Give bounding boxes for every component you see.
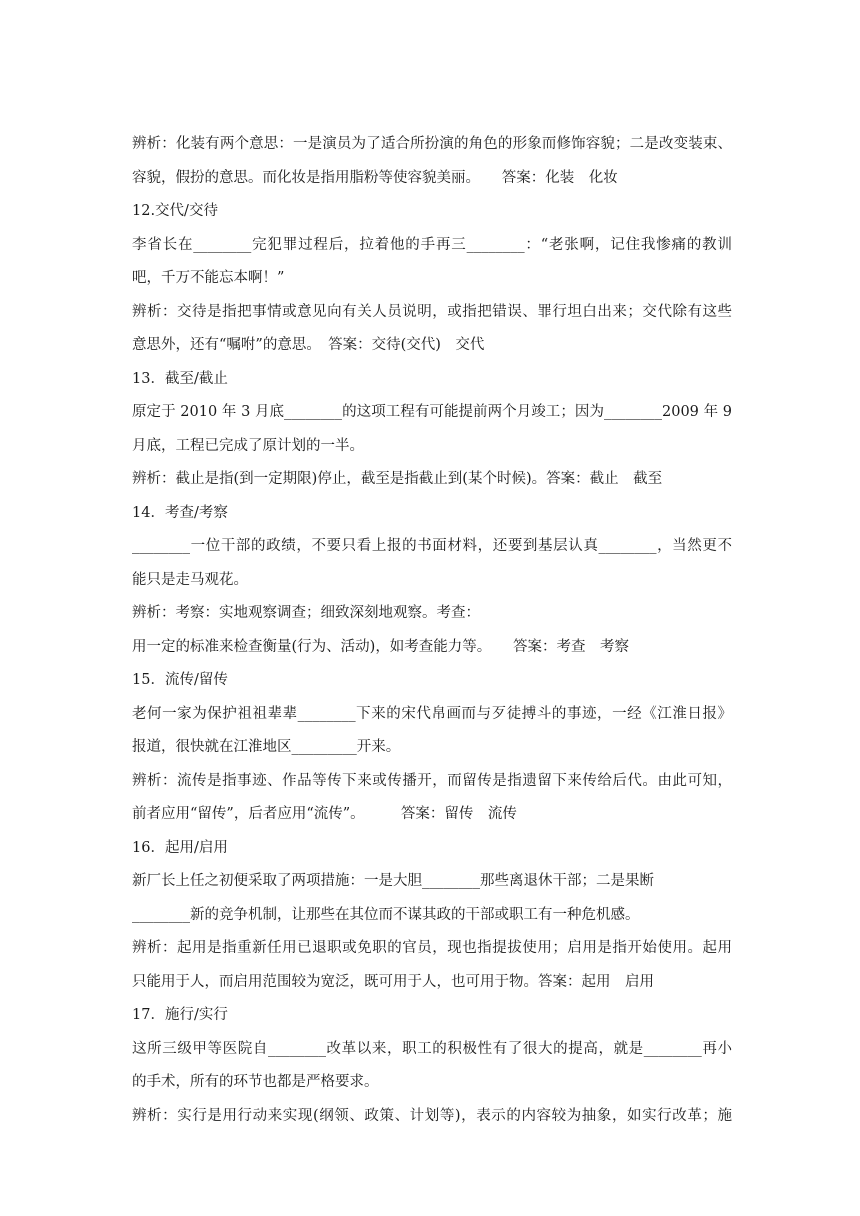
document-body <box>132 136 732 1125</box>
section-heading: 13．截至/截止 <box>132 370 228 387</box>
text-line: 只能用于人，而启用范围较为宽泛，既可用于人，也可用于物。答案：起用 启用 <box>132 973 654 990</box>
text-line: 月底，工程已完成了原计划的一半。 <box>132 437 364 454</box>
text-line: 辨析：流传是指事迹、作品等传下来或传播开，而留传是指遗留下来传给后代。由此可知， <box>132 772 732 789</box>
text-line: 能只是走马观花。 <box>132 571 248 588</box>
text-line: 辨析：考察：实地观察调查；细致深刻地观察。考查： <box>132 605 480 621</box>
section-heading: 16．起用/启用 <box>132 839 228 856</box>
section-heading: 14．考查/考察 <box>132 504 228 521</box>
text-line: 辨析：化装有两个意思：一是演员为了适合所扮演的角色的形象而修饰容貌；二是改变装束、 <box>132 136 732 152</box>
text-line: 辨析：实行是用行动来实现(纲领、政策、计划等)，表示的内容较为抽象，如实行改革；施 <box>132 1107 732 1124</box>
text-line: 辨析：交待是指把事情或意见向有关人员说明，或指把错误、罪行坦白出来；交代除有这些 <box>132 303 732 320</box>
text-line: ________新的竞争机制，让那些在其位而不谋其政的干部或职工有一种危机感。 <box>132 906 640 923</box>
text-line: 意思外，还有“嘱咐”的意思。 答案：交待(交代) 交代 <box>132 337 485 353</box>
text-line: 辨析：起用是指重新任用已退职或免职的官员，现也指提拔使用；启用是指开始使用。起用 <box>132 940 732 956</box>
text-line: 这所三级甲等医院自________改革以来，职工的积极性有了很大的提高，就是________再小 <box>132 1040 732 1057</box>
text-line: 容貌，假扮的意思。而化妆是指用脂粉等使容貌美丽。 答案：化装 化妆 <box>132 169 618 186</box>
text-line: 原定于 2010 年 3 月底________的这项工程有可能提前两个月竣工；因为________2009 年 9 <box>132 404 732 420</box>
section-heading: 15．流传/留传 <box>132 672 228 688</box>
text-line: 前者应用“留传”，后者应用“流传”。 答案：留传 流传 <box>132 806 517 822</box>
text-line: 辨析：截止是指(到一定期限)停止，截至是指截止到(某个时候)。答案：截止 截至 <box>132 471 663 487</box>
text-line: 新厂长上任之初便采取了两项措施：一是大胆________那些离退休干部；二是果断 <box>132 873 654 889</box>
text-line: 用一定的标准来检查衡量(行为、活动)，如考查能力等。 答案：考查 考察 <box>132 638 630 655</box>
text-line: 老何一家为保护祖祖辈辈________下来的宋代帛画而与歹徒搏斗的事迹，一经《江淮日报》 <box>132 705 732 722</box>
text-line: 的手术，所有的环节也都是严格要求。 <box>132 1074 379 1090</box>
text-line: 李省长在________完犯罪过程后，拉着他的手再三________：“老张啊，记住我惨痛的教训 <box>132 236 732 253</box>
text-line: ________一位干部的政绩，不要只看上报的书面材料，还要到基层认真________，当然更不 <box>132 538 732 554</box>
text-line: 吧，千万不能忘本啊！” <box>132 270 285 286</box>
text-line: 报道，很快就在江淮地区_________开来。 <box>132 739 401 755</box>
section-heading: 17．施行/实行 <box>132 1007 228 1023</box>
section-heading: 12.交代/交待 <box>132 203 218 219</box>
